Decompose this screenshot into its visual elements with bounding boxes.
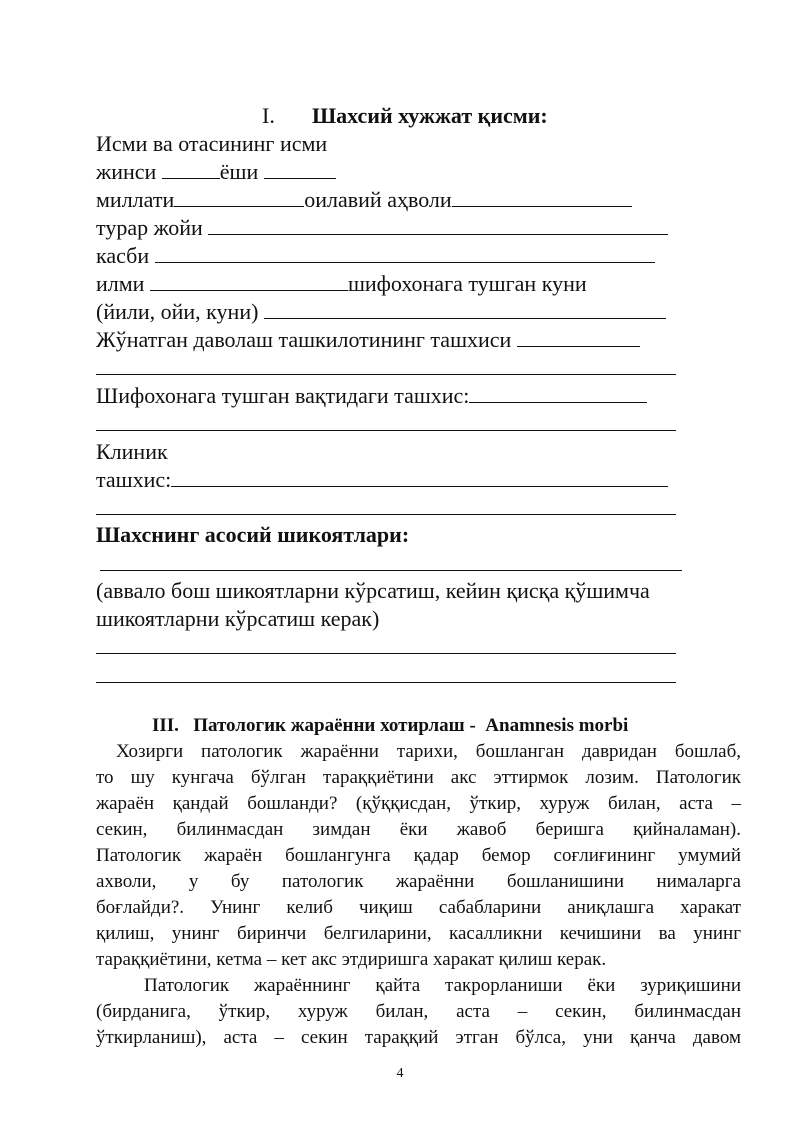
para1-line-8: қилиш, унинг биринчи белгиларини, касалликни кечишини ва унинг (96, 923, 741, 944)
complaints-note-1: (аввало бош шикоятларни кўрсатиш, кейин қисқа қўшимча (96, 578, 650, 603)
complaints-title: Шахснинг асосий шикоятлари: (96, 522, 410, 547)
para1-line-3: жараён қандай бошланди? (қўққисдан, ўткир, хуруж билан, аста – (96, 793, 741, 814)
section3-numeral: III. (152, 715, 179, 736)
gender-field[interactable] (162, 160, 220, 179)
profession-label: касби (96, 243, 150, 268)
clinical-label-2: ташхис: (96, 467, 172, 492)
nationality-label: миллати (96, 187, 175, 212)
complaints-line-1[interactable] (100, 570, 682, 571)
clinical-row (96, 466, 668, 494)
address-row (96, 214, 668, 242)
para1-line-1: Хозирги патологик жараённи тарихи, бошланган давридан бошлаб, (116, 741, 741, 762)
section3-heading (152, 713, 628, 739)
gender-age-row (96, 158, 336, 186)
referral-diag-line-2[interactable] (96, 374, 676, 375)
complaints-line-3[interactable] (96, 682, 676, 683)
admission-diag-line-2[interactable] (96, 430, 676, 431)
gender-label: жинси (96, 159, 157, 184)
para2-line-1: Патологик жараённинг қайта такрорланиши ёки зуриқишини (144, 975, 741, 996)
para2-line-2: (бирданига, ўткир, хуруж билан, аста – секин, билинмасдан (96, 1001, 741, 1022)
admission-diag-row (96, 382, 647, 410)
para1-line-2: то шу кунгача бўлган тараққиётини акс эттирмок лозим. Патологик (96, 767, 741, 788)
admission-diag-label: Шифохонага тушган вақтидаги ташхис: (96, 383, 470, 408)
section3-latin: Anamnesis morbi (485, 715, 629, 736)
nationality-row (96, 186, 632, 214)
date-row (96, 298, 666, 326)
para1-line-4: секин, билинмасдан зимдан ёки жавоб беришга қийналаман). (96, 819, 741, 840)
marital-field[interactable] (452, 188, 632, 207)
para1-line-9: тараққиётини, кетма – кет акс этдиришга харакат қилиш керак. (96, 949, 607, 970)
para1-line-5: Патологик жараён бошлангунга қадар бемор соғлиғининг умумий (96, 845, 741, 866)
age-label: ёши (219, 159, 259, 184)
referral-diag-field[interactable] (517, 328, 640, 347)
clinical-diag-line-2[interactable] (96, 514, 676, 515)
admission-diag-field[interactable] (469, 384, 647, 403)
para1-line-7: боғлайди?. Унинг келиб чиқиш сабабларини аниқлашга харакат (96, 897, 741, 918)
admission-date-field[interactable] (264, 300, 666, 319)
age-field[interactable] (264, 160, 336, 179)
address-field[interactable] (208, 216, 668, 235)
education-field[interactable] (150, 272, 348, 291)
admission-label: шифохонага тушган куни (347, 271, 587, 296)
section3-title: Патологик жараённи хотирлаш - (193, 715, 476, 736)
section-numeral: I. (262, 103, 275, 128)
marital-label: оилавий аҳволи (304, 187, 452, 212)
address-label: турар жойи (96, 215, 203, 240)
profession-row (96, 242, 655, 270)
education-label: илми (96, 271, 145, 296)
page-number: 4 (396, 1066, 404, 1081)
para2-line-3: ўткирланиш), аста – секин тараққий этган бўлса, уни қанча давом (96, 1027, 741, 1048)
date-format-label: (йили, ойи, куни) (96, 299, 259, 324)
nationality-field[interactable] (174, 188, 304, 207)
education-row (96, 270, 587, 298)
profession-field[interactable] (155, 244, 655, 263)
section-title: Шахсий хужжат қисми: (312, 103, 548, 128)
para1-line-6: ахволи, у бу патологик жараённи бошланишини нималарга (96, 871, 741, 892)
complaints-line-2[interactable] (96, 653, 676, 654)
referral-diag-row (96, 326, 640, 354)
complaints-note-2: шикоятларни кўрсатиш керак) (96, 606, 380, 631)
name-label: Исми ва отасининг исми (96, 131, 328, 156)
clinical-diag-field[interactable] (171, 468, 668, 487)
clinical-label-1: Клиник (96, 439, 168, 464)
referral-diag-label: Жўнатган даволаш ташкилотининг ташхиси (96, 327, 512, 352)
